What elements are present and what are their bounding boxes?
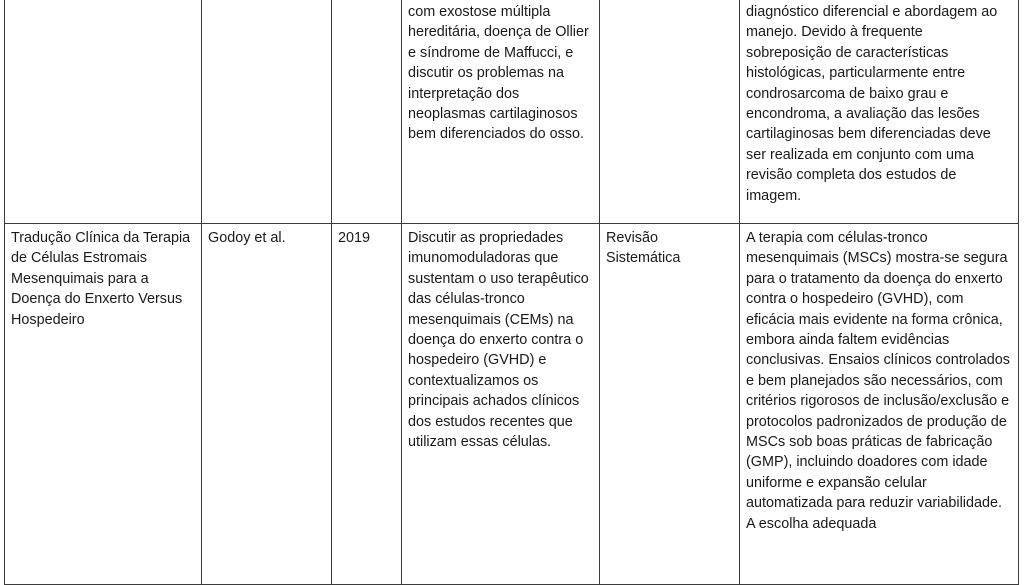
study-type-cell: Revisão Sistemática [600,224,740,585]
study-type-cell [600,0,740,224]
objective-cell: Discutir as propriedades imunomoduladoras que sustentam o uso terapêutico das células-tronco mesenquimais (CEMs) na doença do enxerto contra o hospedeiro (GVHD) e contextualizamos os principais achados clínicos dos estudos recentes que utilizam essas células. [402,224,600,585]
authors-cell: Godoy et al. [202,224,332,585]
objective-cell: com exostose múltipla hereditária, doença de Ollier e síndrome de Maffucci, e discutir os problemas na interpretação dos neoplasmas cartilaginosos bem diferenciados do osso. [402,0,600,224]
title-cell [5,0,202,224]
year-cell [332,0,402,224]
authors-cell [202,0,332,224]
table-row [5,224,1019,585]
conclusion-cell: A terapia com células-tronco mesenquimais (MSCs) mostra-se segura para o tratamento da doença do enxerto contra o hospedeiro (GVHD), com eficácia mais evidente na forma crônica, embora ainda faltem evidências conclusivas. Ensaios clínicos controlados e bem planejados são necessários, com critérios rigorosos de inclusão/exclusão e protocolos padronizados de produção de MSCs sob boas práticas de fabricação (GMP), incluindo doadores com idade uniforme e expansão celular automatizada para reduzir variabilidade. A escolha adequada [740,224,1019,585]
conclusion-cell: diagnóstico diferencial e abordagem ao manejo. Devido à frequente sobreposição de características histológicas, particularmente entre condrosarcoma de baixo grau e encondroma, a avaliação das lesões cartilaginosas bem diferenciadas deve ser realizada em conjunto com uma revisão completa dos estudos de imagem. [740,0,1019,224]
year-cell: 2019 [332,224,402,585]
literature-review-table [4,0,1019,585]
table-row [5,0,1019,224]
title-cell: Tradução Clínica da Terapia de Células Estromais Mesenquimais para a Doença do Enxerto Versus Hospedeiro [5,224,202,585]
